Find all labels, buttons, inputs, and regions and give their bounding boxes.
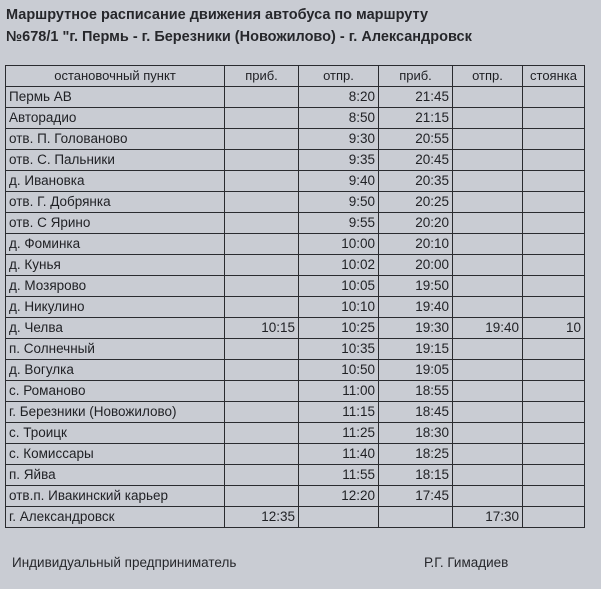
arrive-2-cell: 18:55 [379, 381, 453, 402]
layover-cell [523, 402, 585, 423]
layover-cell [523, 129, 585, 150]
stop-name-cell: с. Комиссары [6, 444, 225, 465]
layover-cell [523, 360, 585, 381]
layover-cell [523, 192, 585, 213]
depart-1-cell: 10:10 [299, 297, 379, 318]
stop-name-cell: отв. С Ярино [6, 213, 225, 234]
arrive-1-cell [225, 171, 299, 192]
layover-cell [523, 171, 585, 192]
table-row [6, 507, 585, 528]
depart-1-cell: 11:00 [299, 381, 379, 402]
layover-cell [523, 381, 585, 402]
depart-2-cell: 19:40 [453, 318, 523, 339]
arrive-2-cell: 20:20 [379, 213, 453, 234]
stop-name-cell: отв. Г. Добрянка [6, 192, 225, 213]
arrive-2-cell: 19:15 [379, 339, 453, 360]
arrive-1-cell [225, 402, 299, 423]
depart-2-cell: 17:30 [453, 507, 523, 528]
depart-2-cell [453, 423, 523, 444]
arrive-2-cell: 20:25 [379, 192, 453, 213]
depart-2-cell [453, 297, 523, 318]
arrive-1-cell [225, 444, 299, 465]
table-row [6, 255, 585, 276]
depart-1-cell: 10:02 [299, 255, 379, 276]
arrive-2-cell [379, 507, 453, 528]
schedule-title [6, 4, 596, 48]
header-layover: стоянка [523, 66, 585, 87]
depart-1-cell: 9:40 [299, 171, 379, 192]
table-row [6, 108, 585, 129]
entrepreneur-label: Индивидуальный предприниматель [12, 555, 237, 570]
arrive-2-cell: 20:00 [379, 255, 453, 276]
arrive-1-cell [225, 381, 299, 402]
layover-cell [523, 276, 585, 297]
layover-cell [523, 486, 585, 507]
stop-name-cell: Пермь АВ [6, 87, 225, 108]
stop-name-cell: п. Солнечный [6, 339, 225, 360]
layover-cell [523, 465, 585, 486]
layover-cell [523, 339, 585, 360]
depart-2-cell [453, 444, 523, 465]
layover-cell [523, 444, 585, 465]
depart-1-cell: 9:55 [299, 213, 379, 234]
stop-name-cell: д. Мозярово [6, 276, 225, 297]
table-header-row [6, 66, 585, 87]
depart-2-cell [453, 255, 523, 276]
arrive-2-cell: 18:30 [379, 423, 453, 444]
header-depart-2: отпр. [453, 66, 523, 87]
stop-name-cell: г. Березники (Новожилово) [6, 402, 225, 423]
stop-name-cell: отв. С. Пальники [6, 150, 225, 171]
header-arrive-1: приб. [225, 66, 299, 87]
stop-name-cell: д. Челва [6, 318, 225, 339]
layover-cell [523, 297, 585, 318]
arrive-1-cell [225, 192, 299, 213]
stop-name-cell: отв. П. Голованово [6, 129, 225, 150]
depart-2-cell [453, 339, 523, 360]
arrive-2-cell: 20:55 [379, 129, 453, 150]
layover-cell: 10 [523, 318, 585, 339]
depart-1-cell: 11:15 [299, 402, 379, 423]
table-row [6, 87, 585, 108]
header-stop: остановочный пункт [6, 66, 225, 87]
depart-2-cell [453, 129, 523, 150]
depart-1-cell: 11:25 [299, 423, 379, 444]
arrive-1-cell [225, 465, 299, 486]
depart-1-cell: 10:25 [299, 318, 379, 339]
arrive-1-cell [225, 108, 299, 129]
depart-2-cell [453, 87, 523, 108]
arrive-1-cell [225, 276, 299, 297]
arrive-1-cell [225, 360, 299, 381]
table-row [6, 423, 585, 444]
depart-2-cell [453, 465, 523, 486]
arrive-2-cell: 21:15 [379, 108, 453, 129]
table-row [6, 339, 585, 360]
depart-2-cell [453, 360, 523, 381]
arrive-2-cell: 18:15 [379, 465, 453, 486]
stop-name-cell: с. Романово [6, 381, 225, 402]
arrive-1-cell [225, 486, 299, 507]
arrive-2-cell: 21:45 [379, 87, 453, 108]
arrive-1-cell [225, 129, 299, 150]
depart-1-cell: 9:50 [299, 192, 379, 213]
arrive-2-cell: 18:45 [379, 402, 453, 423]
depart-2-cell [453, 486, 523, 507]
depart-2-cell [453, 171, 523, 192]
stop-name-cell: Авторадио [6, 108, 225, 129]
arrive-2-cell: 20:35 [379, 171, 453, 192]
depart-2-cell [453, 234, 523, 255]
table-row [6, 129, 585, 150]
arrive-2-cell: 19:30 [379, 318, 453, 339]
depart-1-cell: 12:20 [299, 486, 379, 507]
stop-name-cell: г. Александровск [6, 507, 225, 528]
depart-2-cell [453, 276, 523, 297]
stop-name-cell: д. Кунья [6, 255, 225, 276]
table-row [6, 171, 585, 192]
table-row [6, 318, 585, 339]
arrive-2-cell: 17:45 [379, 486, 453, 507]
arrive-1-cell [225, 150, 299, 171]
depart-1-cell: 10:50 [299, 360, 379, 381]
depart-1-cell: 11:40 [299, 444, 379, 465]
depart-1-cell: 10:35 [299, 339, 379, 360]
depart-1-cell [299, 507, 379, 528]
table-row [6, 486, 585, 507]
header-arrive-2: приб. [379, 66, 453, 87]
stop-name-cell: д. Ивановка [6, 171, 225, 192]
arrive-1-cell [225, 255, 299, 276]
depart-2-cell [453, 213, 523, 234]
arrive-1-cell [225, 423, 299, 444]
layover-cell [523, 213, 585, 234]
arrive-2-cell: 19:50 [379, 276, 453, 297]
layover-cell [523, 87, 585, 108]
table-row [6, 150, 585, 171]
schedule-table [5, 65, 585, 528]
depart-1-cell: 9:30 [299, 129, 379, 150]
depart-1-cell: 10:00 [299, 234, 379, 255]
arrive-1-cell [225, 87, 299, 108]
arrive-2-cell: 19:40 [379, 297, 453, 318]
stop-name-cell: д. Никулино [6, 297, 225, 318]
table-row [6, 192, 585, 213]
table-row [6, 402, 585, 423]
table-row [6, 213, 585, 234]
depart-1-cell: 11:55 [299, 465, 379, 486]
depart-2-cell [453, 381, 523, 402]
stop-name-cell: д. Вогулка [6, 360, 225, 381]
arrive-2-cell: 19:05 [379, 360, 453, 381]
depart-1-cell: 9:35 [299, 150, 379, 171]
depart-2-cell [453, 108, 523, 129]
depart-1-cell: 10:05 [299, 276, 379, 297]
arrive-1-cell [225, 213, 299, 234]
stop-name-cell: с. Троицк [6, 423, 225, 444]
arrive-1-cell [225, 234, 299, 255]
arrive-2-cell: 18:25 [379, 444, 453, 465]
stop-name-cell: п. Яйва [6, 465, 225, 486]
header-depart-1: отпр. [299, 66, 379, 87]
layover-cell [523, 108, 585, 129]
arrive-1-cell [225, 297, 299, 318]
depart-2-cell [453, 192, 523, 213]
arrive-1-cell: 10:15 [225, 318, 299, 339]
table-row [6, 465, 585, 486]
layover-cell [523, 255, 585, 276]
depart-2-cell [453, 150, 523, 171]
table-row [6, 360, 585, 381]
layover-cell [523, 234, 585, 255]
arrive-2-cell: 20:45 [379, 150, 453, 171]
entrepreneur-name: Р.Г. Гимадиев [424, 555, 509, 570]
title-line-2: №678/1 "г. Пермь - г. Березники (Новожилово) - г. Александровск [6, 29, 472, 45]
table-row [6, 297, 585, 318]
layover-cell [523, 507, 585, 528]
arrive-1-cell [225, 339, 299, 360]
stop-name-cell: д. Фоминка [6, 234, 225, 255]
table-row [6, 381, 585, 402]
table-row [6, 276, 585, 297]
depart-1-cell: 8:50 [299, 108, 379, 129]
depart-1-cell: 8:20 [299, 87, 379, 108]
depart-2-cell [453, 402, 523, 423]
title-line-1: Маршрутное расписание движения автобуса по маршруту [6, 7, 429, 23]
table-row [6, 444, 585, 465]
arrive-1-cell: 12:35 [225, 507, 299, 528]
layover-cell [523, 150, 585, 171]
arrive-2-cell: 20:10 [379, 234, 453, 255]
stop-name-cell: отв.п. Ивакинский карьер [6, 486, 225, 507]
table-row [6, 234, 585, 255]
layover-cell [523, 423, 585, 444]
